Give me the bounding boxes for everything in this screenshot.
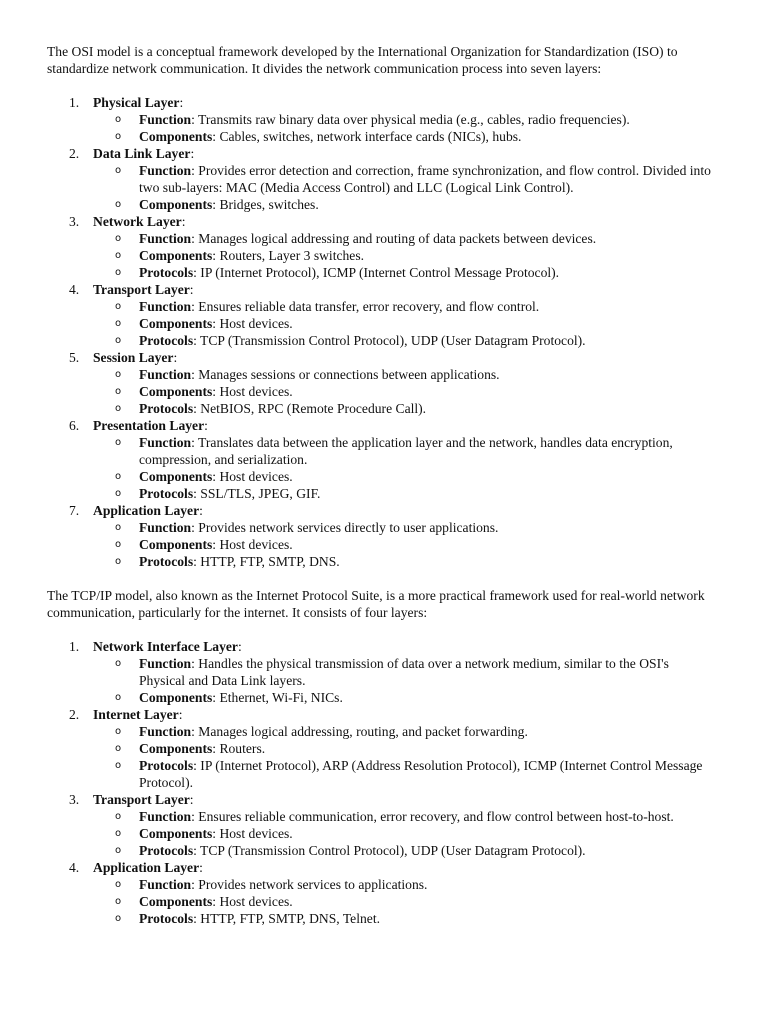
detail-label: Components bbox=[139, 826, 213, 841]
layer-number: 4. bbox=[69, 282, 80, 297]
detail-item bbox=[93, 366, 713, 383]
osi-intro-paragraph: The OSI model is a conceptual framework developed by the International Organization for Standardization (ISO) to standardize network communication. It divides the network communication process into seven layers: bbox=[47, 44, 678, 76]
detail-text: : TCP (Transmission Control Protocol), UDP (User Datagram Protocol). bbox=[193, 333, 586, 348]
layer-detail-list bbox=[93, 519, 713, 570]
layer-detail-list bbox=[93, 434, 713, 502]
detail-label: Protocols bbox=[139, 333, 194, 348]
circle-bullet-icon: o bbox=[115, 522, 122, 533]
detail-text: : Host devices. bbox=[212, 826, 293, 841]
detail-label: Protocols bbox=[139, 486, 194, 501]
layer-detail-list bbox=[93, 230, 713, 281]
detail-text: : Cables, switches, network interface cards (NICs), hubs. bbox=[212, 129, 522, 144]
detail-text: : Host devices. bbox=[212, 469, 293, 484]
detail-label: Components bbox=[139, 129, 213, 144]
layer-name: Network Interface Layer bbox=[93, 639, 238, 654]
detail-label: Components bbox=[139, 248, 213, 263]
layer-name: Internet Layer bbox=[93, 707, 179, 722]
detail-label: Components bbox=[139, 537, 213, 552]
layer-heading bbox=[93, 417, 713, 434]
detail-item bbox=[93, 298, 713, 315]
layer-number: 3. bbox=[69, 792, 80, 807]
layer-colon: : bbox=[237, 639, 242, 654]
detail-text: : Translates data between the application layer and the network, handles data encryption, compression, and serialization. bbox=[139, 435, 673, 467]
detail-text: : Manages logical addressing and routing of data packets between devices. bbox=[191, 231, 597, 246]
detail-label: Components bbox=[139, 384, 213, 399]
detail-text: : SSL/TLS, JPEG, GIF. bbox=[193, 486, 321, 501]
circle-bullet-icon: o bbox=[115, 233, 122, 244]
detail-label: Function bbox=[139, 520, 192, 535]
circle-bullet-icon: o bbox=[115, 318, 122, 329]
detail-text: : Ensures reliable communication, error recovery, and flow control between host-to-host. bbox=[191, 809, 674, 824]
circle-bullet-icon: o bbox=[115, 250, 122, 261]
detail-item bbox=[93, 655, 713, 689]
layer-number: 2. bbox=[69, 707, 80, 722]
detail-item bbox=[93, 111, 713, 128]
layer-name: Data Link Layer bbox=[93, 146, 191, 161]
circle-bullet-icon: o bbox=[115, 165, 122, 176]
detail-label: Components bbox=[139, 316, 213, 331]
detail-item bbox=[93, 723, 713, 740]
layer-colon: : bbox=[179, 95, 184, 110]
detail-text: : Host devices. bbox=[212, 537, 293, 552]
detail-text: : Provides network services to applications. bbox=[191, 877, 428, 892]
layer-name: Session Layer bbox=[93, 350, 174, 365]
detail-label: Function bbox=[139, 367, 192, 382]
detail-label: Function bbox=[139, 656, 192, 671]
detail-item bbox=[93, 264, 713, 281]
layer-detail-list bbox=[93, 111, 713, 145]
layer-item bbox=[47, 791, 713, 859]
detail-text: : Provides error detection and correction, frame synchronization, and flow control. Divided into two sub-layers: MAC (Media Access Control) and LLC (Logical Link Control). bbox=[139, 163, 711, 195]
circle-bullet-icon: o bbox=[115, 811, 122, 822]
layer-item bbox=[47, 417, 713, 502]
layer-colon: : bbox=[199, 860, 203, 875]
layer-item bbox=[47, 706, 713, 791]
detail-item bbox=[93, 315, 713, 332]
detail-text: : HTTP, FTP, SMTP, DNS, Telnet. bbox=[193, 911, 381, 926]
layer-colon: : bbox=[189, 282, 194, 297]
layer-colon: : bbox=[204, 418, 208, 433]
osi-layer-list bbox=[47, 94, 713, 570]
detail-label: Protocols bbox=[139, 911, 194, 926]
circle-bullet-icon: o bbox=[115, 845, 122, 856]
detail-label: Function bbox=[139, 809, 192, 824]
detail-label: Components bbox=[139, 469, 213, 484]
circle-bullet-icon: o bbox=[115, 760, 122, 771]
detail-text: : HTTP, FTP, SMTP, DNS. bbox=[193, 554, 340, 569]
circle-bullet-icon: o bbox=[115, 403, 122, 414]
detail-text: : IP (Internet Protocol), ARP (Address Resolution Protocol), ICMP (Internet Control Message Protocol). bbox=[139, 758, 703, 790]
circle-bullet-icon: o bbox=[115, 658, 122, 669]
detail-text: : Host devices. bbox=[212, 316, 293, 331]
detail-label: Protocols bbox=[139, 554, 194, 569]
layer-colon: : bbox=[199, 503, 203, 518]
circle-bullet-icon: o bbox=[115, 114, 122, 125]
layer-number: 2. bbox=[69, 146, 80, 161]
detail-item bbox=[93, 825, 713, 842]
detail-text: : NetBIOS, RPC (Remote Procedure Call). bbox=[193, 401, 427, 416]
detail-item bbox=[93, 485, 713, 502]
detail-text: : Bridges, switches. bbox=[212, 197, 319, 212]
circle-bullet-icon: o bbox=[115, 131, 122, 142]
layer-number: 6. bbox=[69, 418, 80, 433]
circle-bullet-icon: o bbox=[115, 267, 122, 278]
layer-name: Physical Layer bbox=[93, 95, 180, 110]
circle-bullet-icon: o bbox=[115, 437, 122, 448]
detail-item bbox=[93, 247, 713, 264]
layer-number: 1. bbox=[69, 639, 80, 654]
circle-bullet-icon: o bbox=[115, 539, 122, 550]
detail-label: Components bbox=[139, 197, 213, 212]
layer-heading bbox=[93, 281, 713, 298]
tcpip-layer-list bbox=[47, 638, 713, 927]
circle-bullet-icon: o bbox=[115, 692, 122, 703]
layer-item bbox=[47, 502, 713, 570]
detail-item bbox=[93, 468, 713, 485]
detail-text: : IP (Internet Protocol), ICMP (Internet Control Message Protocol). bbox=[193, 265, 560, 280]
detail-text: : Manages logical addressing, routing, and packet forwarding. bbox=[191, 724, 528, 739]
circle-bullet-icon: o bbox=[115, 488, 122, 499]
layer-item bbox=[47, 281, 713, 349]
detail-label: Function bbox=[139, 231, 192, 246]
layer-colon: : bbox=[173, 350, 178, 365]
spacer bbox=[47, 621, 713, 638]
circle-bullet-icon: o bbox=[115, 896, 122, 907]
layer-name: Transport Layer bbox=[93, 282, 190, 297]
layer-detail-list bbox=[93, 162, 713, 213]
circle-bullet-icon: o bbox=[115, 471, 122, 482]
layer-item bbox=[47, 94, 713, 145]
layer-item bbox=[47, 349, 713, 417]
detail-text: : Manages sessions or connections between applications. bbox=[191, 367, 500, 382]
layer-detail-list bbox=[93, 876, 713, 927]
circle-bullet-icon: o bbox=[115, 335, 122, 346]
layer-colon: : bbox=[189, 792, 194, 807]
circle-bullet-icon: o bbox=[115, 913, 122, 924]
detail-label: Protocols bbox=[139, 265, 194, 280]
detail-label: Components bbox=[139, 894, 213, 909]
layer-colon: : bbox=[178, 707, 183, 722]
circle-bullet-icon: o bbox=[115, 369, 122, 380]
detail-label: Protocols bbox=[139, 843, 194, 858]
layer-detail-list bbox=[93, 808, 713, 859]
detail-text: : Routers. bbox=[212, 741, 266, 756]
layer-heading bbox=[93, 349, 713, 366]
layer-heading bbox=[93, 791, 713, 808]
detail-label: Function bbox=[139, 163, 192, 178]
layer-name: Transport Layer bbox=[93, 792, 190, 807]
detail-label: Protocols bbox=[139, 401, 194, 416]
detail-label: Function bbox=[139, 299, 192, 314]
circle-bullet-icon: o bbox=[115, 199, 122, 210]
detail-text: : Ethernet, Wi-Fi, NICs. bbox=[212, 690, 343, 705]
detail-item bbox=[93, 893, 713, 910]
detail-text: : Routers, Layer 3 switches. bbox=[212, 248, 365, 263]
layer-heading bbox=[93, 706, 713, 723]
circle-bullet-icon: o bbox=[115, 726, 122, 737]
detail-label: Components bbox=[139, 690, 213, 705]
detail-item bbox=[93, 536, 713, 553]
detail-item bbox=[93, 842, 713, 859]
detail-label: Function bbox=[139, 435, 192, 450]
detail-label: Components bbox=[139, 741, 213, 756]
detail-item bbox=[93, 400, 713, 417]
layer-detail-list bbox=[93, 723, 713, 791]
circle-bullet-icon: o bbox=[115, 301, 122, 312]
layer-heading bbox=[93, 859, 713, 876]
circle-bullet-icon: o bbox=[115, 556, 122, 567]
detail-text: : Host devices. bbox=[212, 894, 293, 909]
layer-number: 3. bbox=[69, 214, 80, 229]
layer-colon: : bbox=[190, 146, 195, 161]
layer-name: Network Layer bbox=[93, 214, 182, 229]
detail-item bbox=[93, 740, 713, 757]
layer-heading bbox=[93, 213, 713, 230]
circle-bullet-icon: o bbox=[115, 828, 122, 839]
layer-item bbox=[47, 213, 713, 281]
detail-text: : Transmits raw binary data over physical media (e.g., cables, radio frequencies). bbox=[191, 112, 630, 127]
detail-item bbox=[93, 876, 713, 893]
layer-number: 5. bbox=[69, 350, 80, 365]
detail-item bbox=[93, 910, 713, 927]
detail-item bbox=[93, 434, 713, 468]
detail-item bbox=[93, 332, 713, 349]
detail-label: Function bbox=[139, 724, 192, 739]
detail-text: : Provides network services directly to user applications. bbox=[191, 520, 499, 535]
detail-item bbox=[93, 808, 713, 825]
layer-number: 1. bbox=[69, 95, 80, 110]
detail-text: : Host devices. bbox=[212, 384, 293, 399]
layer-name: Presentation Layer bbox=[93, 418, 205, 433]
detail-text: : TCP (Transmission Control Protocol), UDP (User Datagram Protocol). bbox=[193, 843, 586, 858]
layer-heading bbox=[93, 638, 713, 655]
detail-item bbox=[93, 230, 713, 247]
layer-detail-list bbox=[93, 366, 713, 417]
detail-item bbox=[93, 757, 713, 791]
layer-heading bbox=[93, 94, 713, 111]
detail-item bbox=[93, 162, 713, 196]
spacer bbox=[47, 570, 713, 587]
detail-item bbox=[93, 519, 713, 536]
circle-bullet-icon: o bbox=[115, 743, 122, 754]
detail-item bbox=[93, 383, 713, 400]
circle-bullet-icon: o bbox=[115, 879, 122, 890]
layer-number: 7. bbox=[69, 503, 80, 518]
detail-label: Function bbox=[139, 877, 192, 892]
layer-name: Application Layer bbox=[93, 860, 200, 875]
detail-text: : Handles the physical transmission of data over a network medium, similar to the OSI's Physical and Data Link layers. bbox=[139, 656, 669, 688]
circle-bullet-icon: o bbox=[115, 386, 122, 397]
layer-detail-list bbox=[93, 655, 713, 706]
detail-item bbox=[93, 196, 713, 213]
detail-item bbox=[93, 128, 713, 145]
detail-text: : Ensures reliable data transfer, error recovery, and flow control. bbox=[191, 299, 540, 314]
layer-item bbox=[47, 145, 713, 213]
layer-colon: : bbox=[181, 214, 186, 229]
detail-item bbox=[93, 553, 713, 570]
spacer bbox=[47, 77, 713, 94]
layer-heading bbox=[93, 502, 713, 519]
layer-name: Application Layer bbox=[93, 503, 200, 518]
detail-item bbox=[93, 689, 713, 706]
layer-number: 4. bbox=[69, 860, 80, 875]
layer-detail-list bbox=[93, 298, 713, 349]
layer-heading bbox=[93, 145, 713, 162]
tcpip-intro-paragraph: The TCP/IP model, also known as the Internet Protocol Suite, is a more practical framework used for real-world network communication, particularly for the internet. It consists of four layers: bbox=[47, 588, 705, 620]
layer-item bbox=[47, 859, 713, 927]
layer-item bbox=[47, 638, 713, 706]
detail-label: Function bbox=[139, 112, 192, 127]
detail-label: Protocols bbox=[139, 758, 194, 773]
